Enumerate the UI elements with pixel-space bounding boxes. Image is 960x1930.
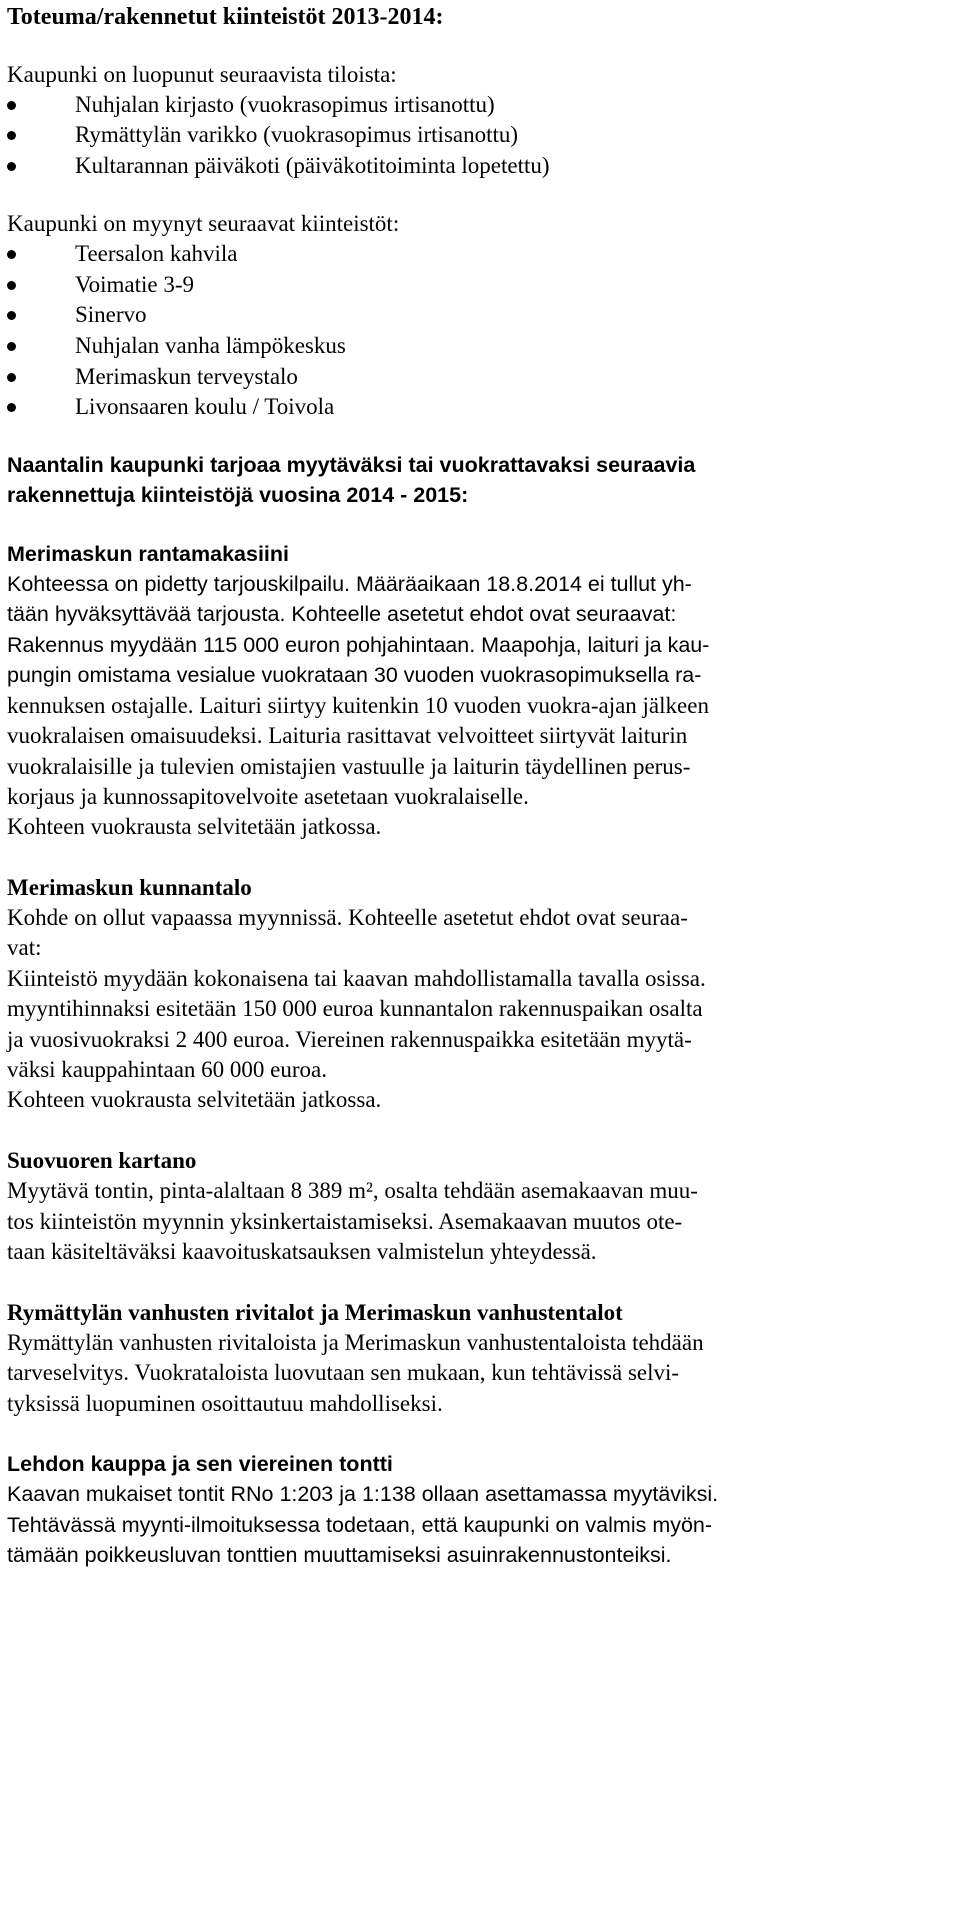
paragraph-line: tos kiinteistön myynnin yksinkertaistamiseksi. Asemakaavan muutos ote- xyxy=(7,1209,683,1234)
paragraph-line: väksi kauppahintaan 60 000 euroa. xyxy=(7,1057,327,1082)
bullet-icon xyxy=(7,250,16,259)
paragraph-line: Kaavan mukaiset tontit RNo 1:203 ja 1:138 ollaan asettamassa myytäviksi. xyxy=(7,1482,719,1506)
bullet-icon xyxy=(7,131,16,140)
paragraph-line: taan käsiteltäväksi kaavoituskatsauksen valmistelun yhteydessä. xyxy=(7,1239,597,1264)
bullet-icon xyxy=(7,101,16,110)
paragraph-line: kennuksen ostajalle. Laituri siirtyy kuitenkin 10 vuoden vuokra-ajan jälkeen xyxy=(7,693,709,718)
lehto-heading: Lehdon kauppa ja sen viereinen tontti xyxy=(7,1452,393,1476)
paragraph-line: myyntihinnaksi esitetään 150 000 euroa kunnantalon rakennuspaikan osalta xyxy=(7,996,703,1021)
bullet-icon xyxy=(7,342,16,351)
bullet-icon xyxy=(7,311,16,320)
paragraph-line: Kohteen vuokrausta selvitetään jatkossa. xyxy=(7,814,382,839)
sold-intro: Kaupunki on myynyt seuraavat kiinteistöt: xyxy=(7,211,400,236)
bullet-icon xyxy=(7,403,16,412)
paragraph-line: pungin omistama vesialue vuokrataan 30 vuoden vuokrasopimuksella ra- xyxy=(7,663,702,687)
paragraph-line: Rymättylän vanhusten rivitaloista ja Merimaskun vanhustentaloista tehdään xyxy=(7,1330,704,1355)
paragraph-line: Kohteessa on pidetty tarjouskilpailu. Määräaikaan 18.8.2014 ei tullut yh- xyxy=(7,572,692,596)
paragraph-line: Kiinteistö myydään kokonaisena tai kaavan mahdollistamalla tavalla osissa. xyxy=(7,966,706,991)
paragraph-line: Myytävä tontin, pinta-alaltaan 8 389 m², osalta tehdään asemakaavan muu- xyxy=(7,1178,698,1203)
paragraph-line: Tehtävässä myynti-ilmoituksessa todetaan, että kaupunki on valmis myön- xyxy=(7,1513,713,1537)
paragraph-line: tään hyväksyttävää tarjousta. Kohteelle asetetut ehdot ovat seuraavat: xyxy=(7,602,677,626)
bullet-icon xyxy=(7,162,16,171)
kartano-heading: Suovuoren kartano xyxy=(7,1148,197,1173)
vanhukset-heading: Rymättylän vanhusten rivitalot ja Merimaskun vanhustentalot xyxy=(7,1300,623,1325)
bullet-icon xyxy=(7,373,16,382)
bullet-icon xyxy=(7,281,16,290)
paragraph-line: Rakennus myydään 115 000 euron pohjahintaan. Maapohja, laituri ja kau- xyxy=(7,633,710,657)
paragraph-line: tämään poikkeusluvan tonttien muuttamiseksi asuinrakennustonteiksi. xyxy=(7,1543,672,1567)
rantamakasiini-heading: Merimaskun rantamakasiini xyxy=(7,542,290,566)
page-title: Toteuma/rakennetut kiinteistöt 2013-2014: xyxy=(7,4,444,30)
paragraph-line: ja vuosivuokraksi 2 400 euroa. Viereinen rakennuspaikka esitetään myytä- xyxy=(7,1027,692,1052)
paragraph-line: vuokralaisille ja tulevien omistajien vastuulle ja laiturin täydellinen perus- xyxy=(7,754,691,779)
paragraph-line: Kohde on ollut vapaassa myynnissä. Kohteelle asetetut ehdot ovat seuraa- xyxy=(7,905,688,930)
paragraph-line: korjaus ja kunnossapitovelvoite asetetaan vuokralaiselle. xyxy=(7,784,529,809)
paragraph-line: vat: xyxy=(7,935,42,960)
paragraph-line: Kohteen vuokrausta selvitetään jatkossa. xyxy=(7,1087,382,1112)
offer-heading-line: Naantalin kaupunki tarjoaa myytäväksi tai vuokrattavaksi seuraavia xyxy=(7,453,696,477)
given-up-intro: Kaupunki on luopunut seuraavista tiloista: xyxy=(7,62,397,87)
paragraph-line: tyksissä luopuminen osoittautuu mahdolliseksi. xyxy=(7,1391,443,1416)
kunnantalo-heading: Merimaskun kunnantalo xyxy=(7,875,252,900)
paragraph-line: tarveselvitys. Vuokrataloista luovutaan sen mukaan, kun tehtävissä selvi- xyxy=(7,1360,680,1385)
paragraph-line: vuokralaisen omaisuudeksi. Laituria rasittavat velvoitteet siirtyvät laiturin xyxy=(7,723,688,748)
offer-heading-line: rakennettuja kiinteistöjä vuosina 2014 - 2015: xyxy=(7,483,469,507)
